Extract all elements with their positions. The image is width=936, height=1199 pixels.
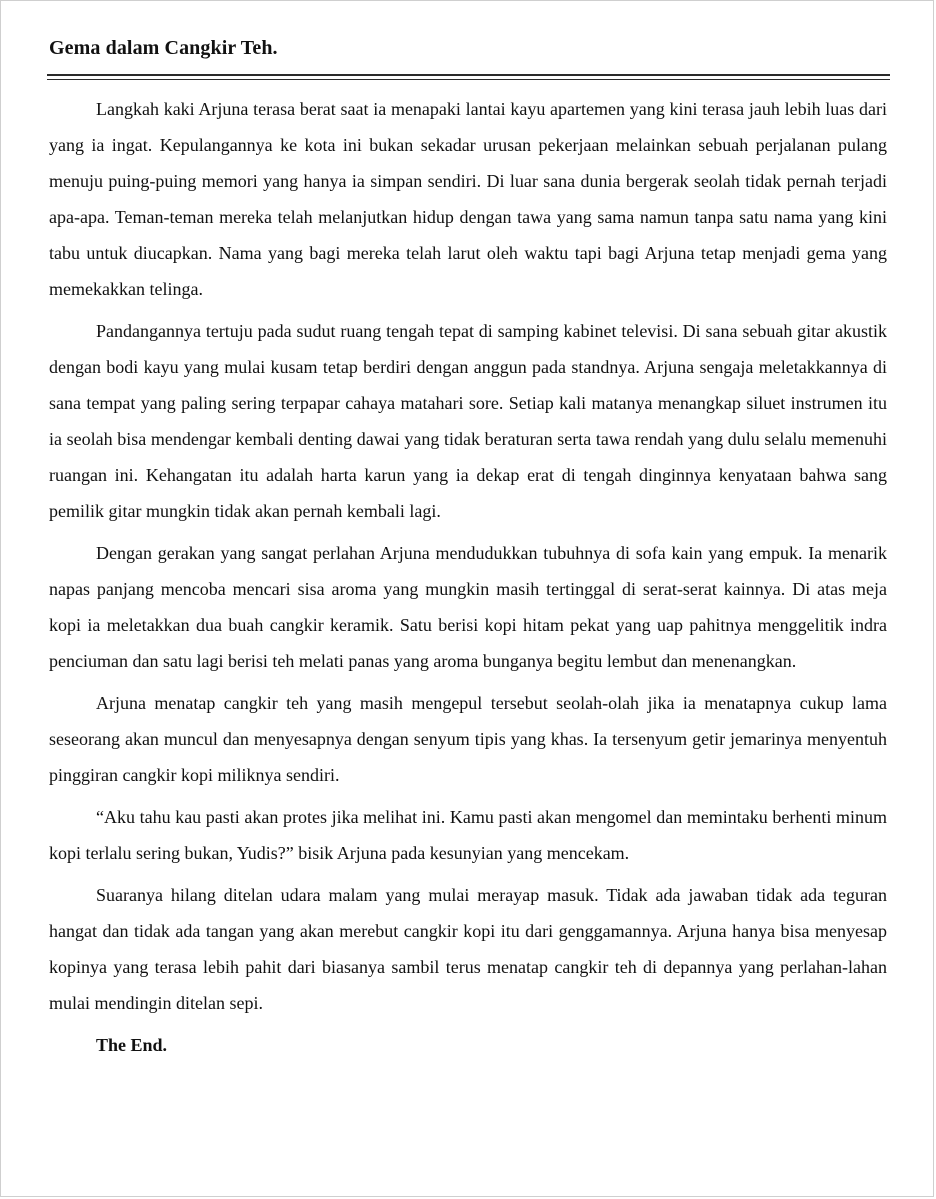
title-divider-thin: [47, 79, 890, 80]
paragraph-3: Dengan gerakan yang sangat perlahan Arjuna mendudukkan tubuhnya di sofa kain yang empuk. Ia menarik napas panjang mencoba mencari sisa aroma yang mungkin masih tertinggal di serat-serat kainnya. Di atas meja kopi ia meletakkan dua buah cangkir keramik. Satu berisi kopi hitam pekat yang uap pahitnya menggelitik indra penciuman dan satu lagi berisi teh melati panas yang aroma bunganya begitu lembut dan menenangkan.: [49, 543, 887, 671]
ending-text: The End.: [96, 1035, 168, 1055]
paragraph-4: Arjuna menatap cangkir teh yang masih mengepul tersebut seolah-olah jika ia menatapnya cukup lama seseorang akan muncul dan menyesapnya dengan senyum tipis yang khas. Ia tersenyum getir jemarinya menyentuh pinggiran cangkir kopi miliknya sendiri.: [49, 693, 887, 785]
paragraph-2: Pandangannya tertuju pada sudut ruang tengah tepat di samping kabinet televisi. Di sana sebuah gitar akustik dengan bodi kayu yang mulai kusam tetap berdiri dengan anggun pada standnya. Arjuna sengaja meletakkannya di sana tempat yang paling sering terpapar cahaya matahari sore. Setiap kali matanya menangkap siluet instrumen itu ia seolah bisa mendengar kembali denting dawai yang tidak beraturan serta tawa rendah yang dulu selalu memenuhi ruangan ini. Kehangatan itu adalah harta karun yang ia dekap erat di tengah dinginnya kenyataan bahwa sang pemilik gitar mungkin tidak akan pernah kembali lagi.: [49, 321, 887, 521]
document-title: Gema dalam Cangkir Teh.: [49, 37, 278, 59]
paragraph-6: Suaranya hilang ditelan udara malam yang mulai merayap masuk. Tidak ada jawaban tidak ada teguran hangat dan tidak ada tangan yang akan merebut cangkir kopi itu dari genggamannya. Arjuna hanya bisa menyesap kopinya yang terasa lebih pahit dari biasanya sambil terus menatap cangkir teh di depannya yang perlahan-lahan mulai mendingin ditelan sepi.: [49, 885, 887, 1013]
paragraph-1: Langkah kaki Arjuna terasa berat saat ia menapaki lantai kayu apartemen yang kini terasa jauh lebih luas dari yang ia ingat. Kepulangannya ke kota ini bukan sekadar urusan pekerjaan melainkan sebuah perjalanan pulang menuju puing-puing memori yang hanya ia simpan sendiri. Di luar sana dunia bergerak seolah tidak pernah terjadi apa-apa. Teman-teman mereka telah melanjutkan hidup dengan tawa yang sama namun tanpa satu nama yang kini tabu untuk diucapkan. Nama yang bagi mereka telah larut oleh waktu tapi bagi Arjuna tetap menjadi gema yang memekakkan telinga.: [49, 99, 887, 299]
paragraph-5: “Aku tahu kau pasti akan protes jika melihat ini. Kamu pasti akan mengomel dan memintaku berhenti minum kopi terlalu sering bukan, Yudis?” bisik Arjuna pada kesunyian yang mencekam.: [49, 807, 887, 863]
title-divider-thick: [47, 74, 890, 76]
document-body: [49, 91, 887, 1063]
